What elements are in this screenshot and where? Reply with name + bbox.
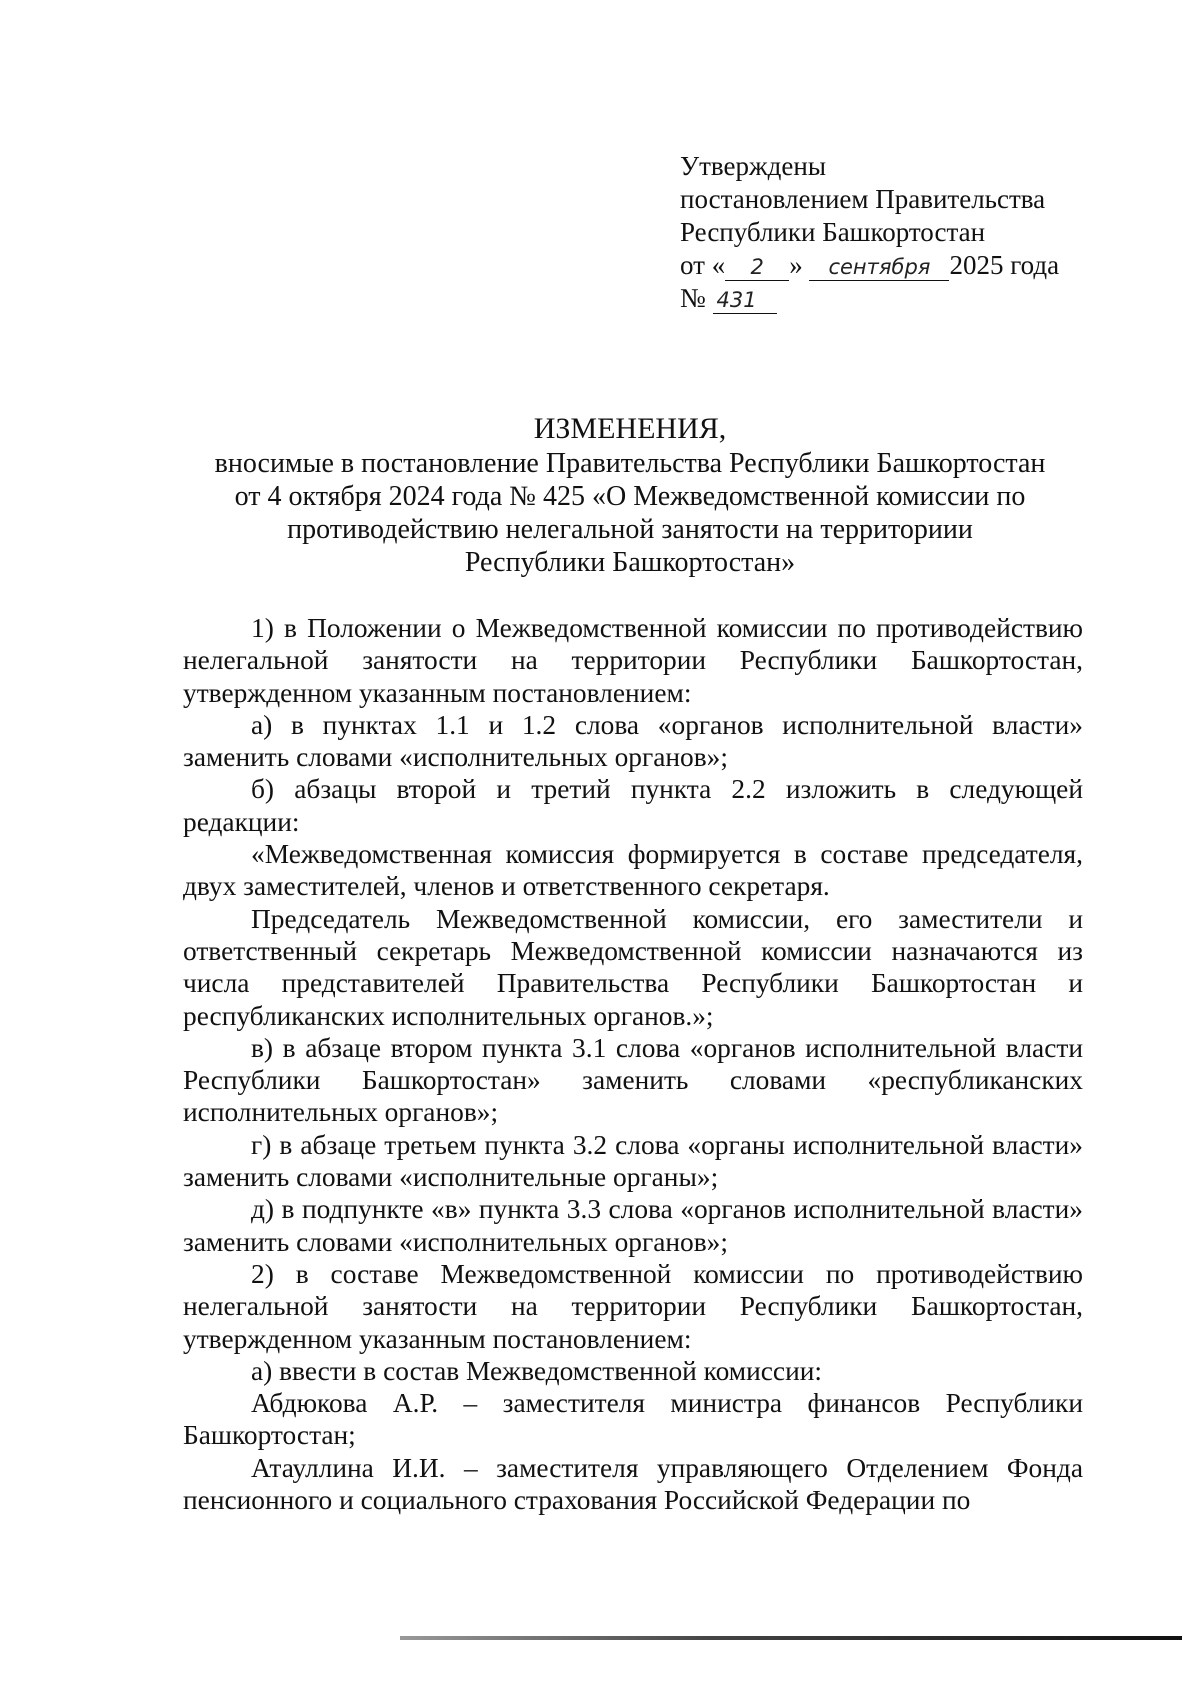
paragraph: а) ввести в состав Межведомственной комиссии: [251,1355,823,1386]
number-prefix: № [680,283,706,313]
paragraph: «Межведомственная комиссия формируется в составе председателя, двух заместителей, членов и ответственного секретаря. [183,839,1083,902]
date-mid: » [789,250,803,280]
approval-line-3: Республики Башкортостан [680,217,986,247]
paragraph: в) в абзаце втором пункта 3.1 слова «органов исполнительной власти Республики Башкортостан» заменить словами «республиканских исполнительных органов»; [183,1032,1083,1128]
date-day: 2 [725,254,789,281]
heading-line-2: от 4 октября 2024 года № 425 «О Межведомственной комиссии по [234,481,1026,512]
heading-title: ИЗМЕНЕНИЯ, [533,412,727,445]
paragraph: Председатель Межведомственной комиссии, его заместители и ответственный секретарь Межведомственной комиссии назначаются из числа представителей Правительства Республики Башкортостан и республиканских исполнительных органов.»; [183,903,1083,1031]
approval-line-1: Утверждены [680,151,826,181]
approval-line-2: постановлением Правительства [680,184,1046,214]
paragraph: 2) в составе Межведомственной комиссии по противодействию нелегальной занятости на территории Республики Башкортостан, утвержденном указанным постановлением: [183,1258,1083,1354]
paragraph: г) в абзаце третьем пункта 3.2 слова «органы исполнительной власти» заменить словами «исполнительные органы»; [183,1129,1083,1193]
heading-line-1: вносимые в постановление Правительства Республики Башкортостан [214,448,1046,479]
document-heading [170,412,1090,579]
paragraph: Атауллина И.И. – заместителя управляющего Отделением Фонда пенсионного и социального страхования Российской Федерации по [183,1452,1083,1516]
bottom-rule [400,1636,1182,1640]
approval-date-line [680,249,1140,282]
date-year: 2025 года [949,250,1060,280]
approval-block [680,150,1140,315]
paragraph: 1) в Положении о Межведомственной комиссии по противодействию нелегальной занятости на территории Республики Башкортостан, утвержденном указанным постановлением: [183,613,1083,708]
paragraph: Абдюкова А.Р. – заместителя министра финансов Республики Башкортостан; [183,1388,1083,1451]
heading-line-3: противодействию нелегальной занятости на территориии [287,514,973,545]
paragraph: а) в пунктах 1.1 и 1.2 слова «органов исполнительной власти» заменить словами «исполнительных органов»; [183,709,1083,773]
paragraph: д) в подпункте «в» пункта 3.3 слова «органов исполнительной власти» заменить словами «исполнительных органов»; [183,1194,1083,1257]
date-prefix: от « [680,250,726,280]
paragraph: б) абзацы второй и третий пункта 2.2 изложить в следующей редакции: [183,774,1083,837]
document-body [183,612,1083,1516]
date-month: сентября [809,254,949,281]
heading-line-4: Республики Башкортостан» [464,547,796,578]
document-number: 431 [713,287,777,314]
approval-number-line [680,282,1140,315]
